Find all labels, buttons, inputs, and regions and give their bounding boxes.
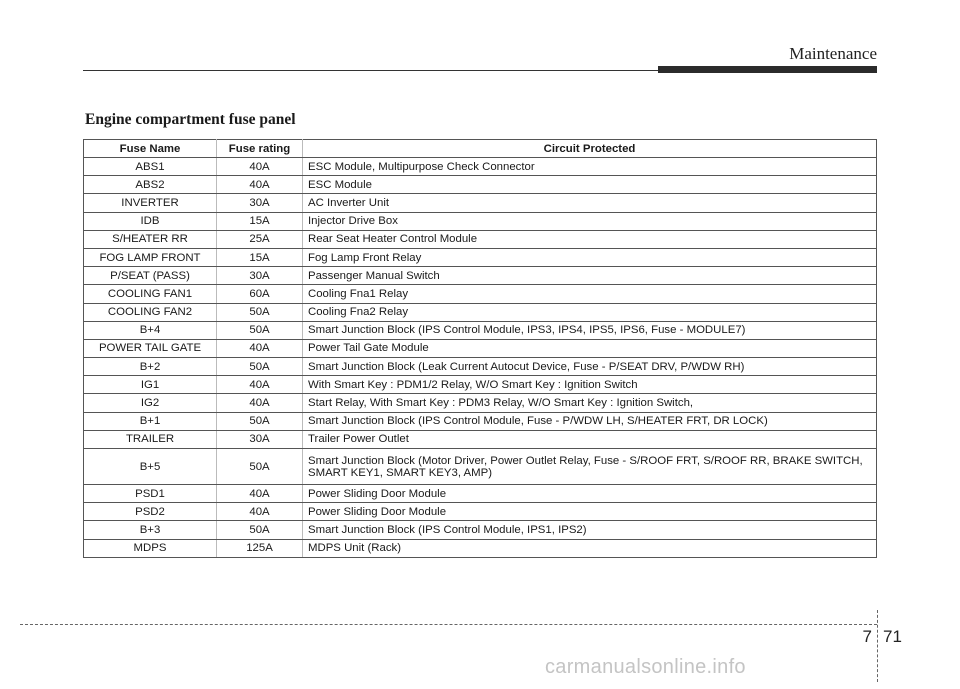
- section-label: Maintenance: [789, 44, 877, 63]
- table-row: [84, 339, 877, 357]
- fuse-rating-cell: 25A: [217, 230, 303, 248]
- fuse-name-cell: COOLING FAN2: [84, 303, 217, 321]
- circuit-protected-cell: Smart Junction Block (Leak Current Autocut Device, Fuse - P/SEAT DRV, P/WDW RH): [303, 358, 877, 376]
- table-row: [84, 158, 877, 176]
- table-row: [84, 248, 877, 266]
- fuse-rating-cell: 15A: [217, 212, 303, 230]
- column-header-fuse-rating: Fuse rating: [217, 140, 303, 158]
- table-row: [84, 212, 877, 230]
- circuit-protected-cell: AC Inverter Unit: [303, 194, 877, 212]
- fuse-name-cell: IG1: [84, 376, 217, 394]
- page-number: 71: [883, 627, 902, 646]
- circuit-protected-cell: Power Tail Gate Module: [303, 339, 877, 357]
- fuse-name-cell: PSD1: [84, 485, 217, 503]
- watermark: carmanualsonline.info: [545, 656, 746, 678]
- table-header-row: [84, 140, 877, 158]
- fuse-name-cell: ABS1: [84, 158, 217, 176]
- fuse-rating-cell: 60A: [217, 285, 303, 303]
- circuit-protected-cell: Trailer Power Outlet: [303, 430, 877, 448]
- fuse-table: [83, 139, 877, 558]
- circuit-protected-cell: Injector Drive Box: [303, 212, 877, 230]
- fuse-table-body: [84, 158, 877, 558]
- circuit-protected-cell: With Smart Key : PDM1/2 Relay, W/O Smart Key : Ignition Switch: [303, 376, 877, 394]
- footer-rule: [20, 624, 877, 625]
- fuse-rating-cell: 50A: [217, 358, 303, 376]
- table-row: [84, 430, 877, 448]
- footer-divider: [877, 610, 878, 682]
- fuse-name-cell: IDB: [84, 212, 217, 230]
- fuse-rating-cell: 50A: [217, 521, 303, 539]
- fuse-rating-cell: 40A: [217, 503, 303, 521]
- circuit-protected-cell: Start Relay, With Smart Key : PDM3 Relay, W/O Smart Key : Ignition Switch,: [303, 394, 877, 412]
- circuit-protected-cell: Smart Junction Block (IPS Control Module, IPS1, IPS2): [303, 521, 877, 539]
- circuit-protected-cell: Smart Junction Block (IPS Control Module, Fuse - P/WDW LH, S/HEATER FRT, DR LOCK): [303, 412, 877, 430]
- table-row: [84, 521, 877, 539]
- fuse-rating-cell: 50A: [217, 321, 303, 339]
- column-header-circuit-protected: Circuit Protected: [303, 140, 877, 158]
- circuit-protected-cell: ESC Module, Multipurpose Check Connector: [303, 158, 877, 176]
- fuse-name-cell: B+4: [84, 321, 217, 339]
- header-rule: [83, 70, 658, 71]
- fuse-rating-cell: 40A: [217, 158, 303, 176]
- table-row: [84, 376, 877, 394]
- fuse-name-cell: ABS2: [84, 176, 217, 194]
- table-row: [84, 267, 877, 285]
- table-row: [84, 176, 877, 194]
- fuse-rating-cell: 40A: [217, 485, 303, 503]
- circuit-protected-cell: Passenger Manual Switch: [303, 267, 877, 285]
- table-row: [84, 303, 877, 321]
- fuse-name-cell: B+3: [84, 521, 217, 539]
- fuse-rating-cell: 30A: [217, 430, 303, 448]
- fuse-name-cell: P/SEAT (PASS): [84, 267, 217, 285]
- fuse-name-cell: B+5: [84, 449, 217, 485]
- fuse-rating-cell: 30A: [217, 267, 303, 285]
- fuse-rating-cell: 30A: [217, 194, 303, 212]
- table-row: [84, 485, 877, 503]
- circuit-protected-cell: Fog Lamp Front Relay: [303, 248, 877, 266]
- table-row: [84, 539, 877, 557]
- table-row: [84, 194, 877, 212]
- fuse-rating-cell: 50A: [217, 412, 303, 430]
- circuit-protected-cell: Rear Seat Heater Control Module: [303, 230, 877, 248]
- circuit-protected-cell: ESC Module: [303, 176, 877, 194]
- header-rule-accent: [658, 66, 877, 73]
- circuit-protected-cell: Power Sliding Door Module: [303, 485, 877, 503]
- fuse-name-cell: COOLING FAN1: [84, 285, 217, 303]
- circuit-protected-cell: MDPS Unit (Rack): [303, 539, 877, 557]
- fuse-rating-cell: 40A: [217, 376, 303, 394]
- fuse-name-cell: INVERTER: [84, 194, 217, 212]
- fuse-rating-cell: 50A: [217, 303, 303, 321]
- fuse-name-cell: S/HEATER RR: [84, 230, 217, 248]
- fuse-rating-cell: 40A: [217, 339, 303, 357]
- page-heading: Engine compartment fuse panel: [85, 111, 296, 128]
- table-row: [84, 285, 877, 303]
- fuse-rating-cell: 15A: [217, 248, 303, 266]
- fuse-name-cell: PSD2: [84, 503, 217, 521]
- fuse-name-cell: IG2: [84, 394, 217, 412]
- fuse-name-cell: B+2: [84, 358, 217, 376]
- fuse-name-cell: B+1: [84, 412, 217, 430]
- circuit-protected-cell: Cooling Fna1 Relay: [303, 285, 877, 303]
- table-row: [84, 394, 877, 412]
- table-row: [84, 449, 877, 485]
- circuit-protected-cell: Smart Junction Block (IPS Control Module, IPS3, IPS4, IPS5, IPS6, Fuse - MODULE7): [303, 321, 877, 339]
- circuit-protected-cell: Cooling Fna2 Relay: [303, 303, 877, 321]
- fuse-name-cell: MDPS: [84, 539, 217, 557]
- fuse-rating-cell: 125A: [217, 539, 303, 557]
- fuse-rating-cell: 40A: [217, 176, 303, 194]
- table-row: [84, 503, 877, 521]
- table-row: [84, 358, 877, 376]
- table-row: [84, 412, 877, 430]
- circuit-protected-cell: Smart Junction Block (Motor Driver, Power Outlet Relay, Fuse - S/ROOF FRT, S/ROOF RR, BRAKE SWITCH, SMART KEY1, SMART KEY3, AMP): [303, 449, 877, 485]
- fuse-name-cell: FOG LAMP FRONT: [84, 248, 217, 266]
- table-row: [84, 230, 877, 248]
- table-row: [84, 321, 877, 339]
- circuit-protected-cell: Power Sliding Door Module: [303, 503, 877, 521]
- fuse-rating-cell: 50A: [217, 449, 303, 485]
- column-header-fuse-name: Fuse Name: [84, 140, 217, 158]
- fuse-name-cell: POWER TAIL GATE: [84, 339, 217, 357]
- fuse-rating-cell: 40A: [217, 394, 303, 412]
- chapter-number: 7: [862, 627, 872, 646]
- fuse-name-cell: TRAILER: [84, 430, 217, 448]
